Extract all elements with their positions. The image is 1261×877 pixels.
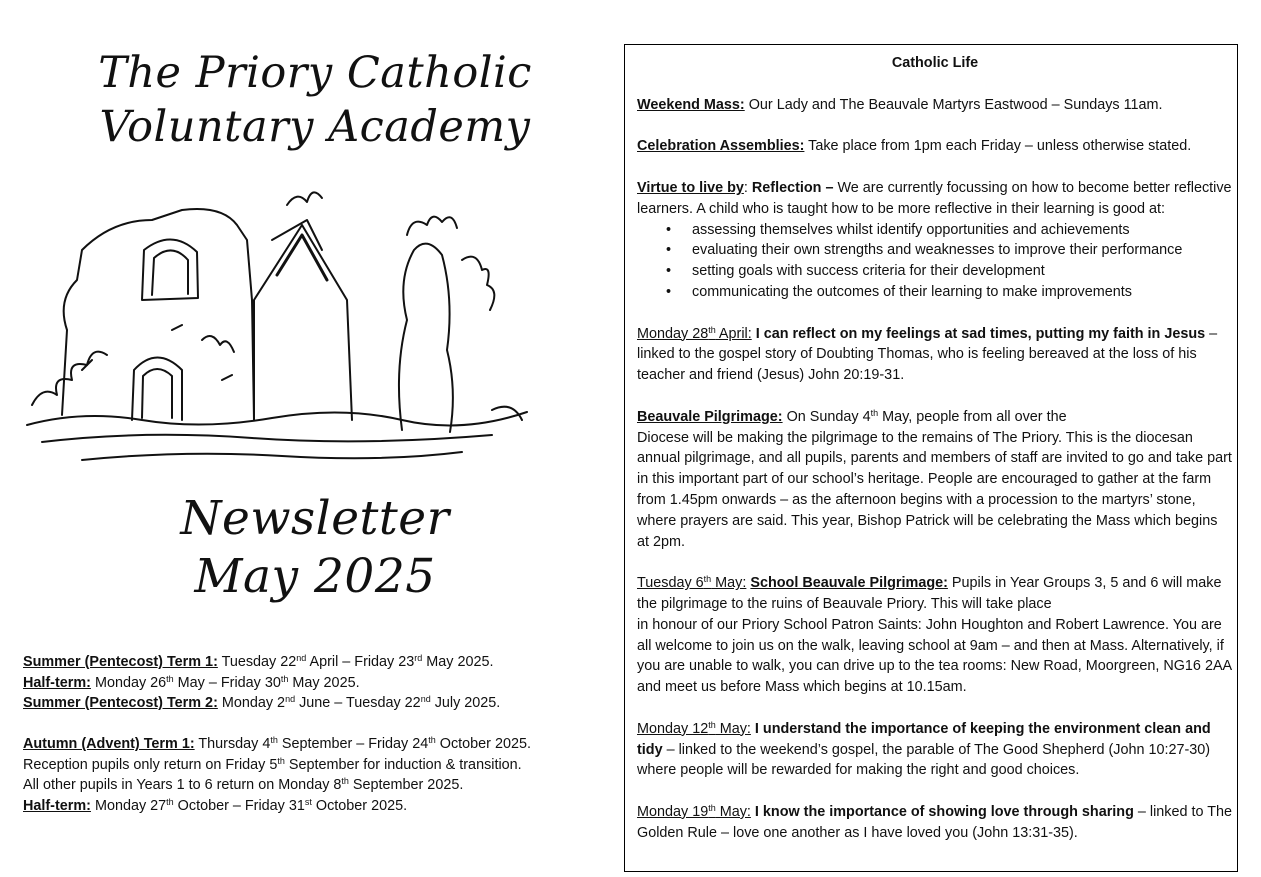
may-6-text: in honour of our Priory School Patron Saints: John Houghton and Robert Lawrence. You are all welcome to join us on the walk, leaving school at 9am – and then at Mass. Alternatively, if you are unable to walk, you can drive up to the tea rooms: New Road, Moorgreen, NG16 2AA and meet us before Mass which begins at 10.15am. <box>637 616 1232 696</box>
virtue-bullets <box>637 220 1233 303</box>
bullet-item: • setting goals with success criteria for their development <box>692 261 1233 282</box>
catholic-life-heading: Catholic Life <box>891 55 979 71</box>
may-19-entry: Monday 19th May: I know the importance of showing love through sharing – linked to The Golden Rule – love one another as I have loved you (John 13:31-35). <box>637 802 1233 841</box>
term-autumn1: Autumn (Advent) Term 1: Thursday 4th September – Friday 24th October 2025. <box>23 735 531 752</box>
priory-ruins-illustration <box>22 180 532 480</box>
may-12-entry: Monday 12th May: I understand the importance of keeping the environment clean and tidy – linked to the weekend’s gospel, the parable of The Good Shepherd (John 10:27-30) where people will be rewarded for making the right and good choices. <box>637 719 1211 779</box>
others-return: All other pupils in Years 1 to 6 return on Monday 8th September 2025. <box>23 776 464 793</box>
school-name-line1: The Priory Catholic <box>98 48 532 98</box>
newsletter-title: Newsletter <box>180 491 450 546</box>
may-6-entry: Tuesday 6th May: School Beauvale Pilgrimage: Pupils in Year Groups 3, 5 and 6 will make the pilgrimage to the ruins of Beauvale Priory. This will take place <box>637 574 1222 612</box>
bullet-item: • evaluating their own strengths and weaknesses to improve their performance <box>692 240 1233 261</box>
catholic-life-box <box>624 44 1238 872</box>
term-half1: Half-term: Monday 26th May – Friday 30th May 2025. <box>23 673 360 691</box>
term-summer2: Summer (Pentecost) Term 2: Monday 2nd June – Tuesday 22nd July 2025. <box>23 694 501 711</box>
newsletter-date: May 2025 <box>194 549 436 604</box>
april-28-entry: Monday 28th April: I can reflect on my feelings at sad times, putting my faith in Jesus – linked to the gospel story of Doubting Thomas, who is feeling bereaved at the loss of his teacher and friend (Jesus) John 20:19-31. <box>637 324 1218 384</box>
term-half2: Half-term: Monday 27th October – Friday 31st October 2025. <box>23 796 408 814</box>
celebration-assemblies: Celebration Assemblies: Take place from 1pm each Friday – unless otherwise stated. <box>637 138 1192 155</box>
weekend-mass: Weekend Mass: Our Lady and The Beauvale Martyrs Eastwood – Sundays 11am. <box>637 96 1163 113</box>
bullet-item: • communicating the outcomes of their learning to make improvements <box>692 282 1233 303</box>
beauvale-pilgrimage-intro: Beauvale Pilgrimage: On Sunday 4th May, people from all over the <box>637 407 1067 425</box>
reception-return: Reception pupils only return on Friday 5th September for induction & transition. <box>23 755 522 773</box>
bullet-item: • assessing themselves whilst identify opportunities and achievements <box>692 220 1233 241</box>
beauvale-pilgrimage-text: Diocese will be making the pilgrimage to the remains of The Priory. This is the diocesan annual pilgrimage, and all pupils, parents and members of staff are invited to go and take part in this important part of our school’s heritage. People are encouraged to gather at the farm from 1.45pm onwards – as the afternoon begins with a procession to the martyrs’ stone, where prayers are said. This year, Bishop Patrick will be celebrating the Mass which begins at 2pm. <box>637 429 1232 550</box>
term-dates <box>23 652 613 816</box>
school-name-line2: Voluntary Academy <box>99 102 531 152</box>
virtue-to-live-by: Virtue to live by: Reflection – We are currently focussing on how to become better reflective learners. A child who is taught how to be more reflective in their learning is good at: <box>637 179 1232 217</box>
term-summer1: Summer (Pentecost) Term 1: Tuesday 22nd April – Friday 23rd May 2025. <box>23 653 494 670</box>
